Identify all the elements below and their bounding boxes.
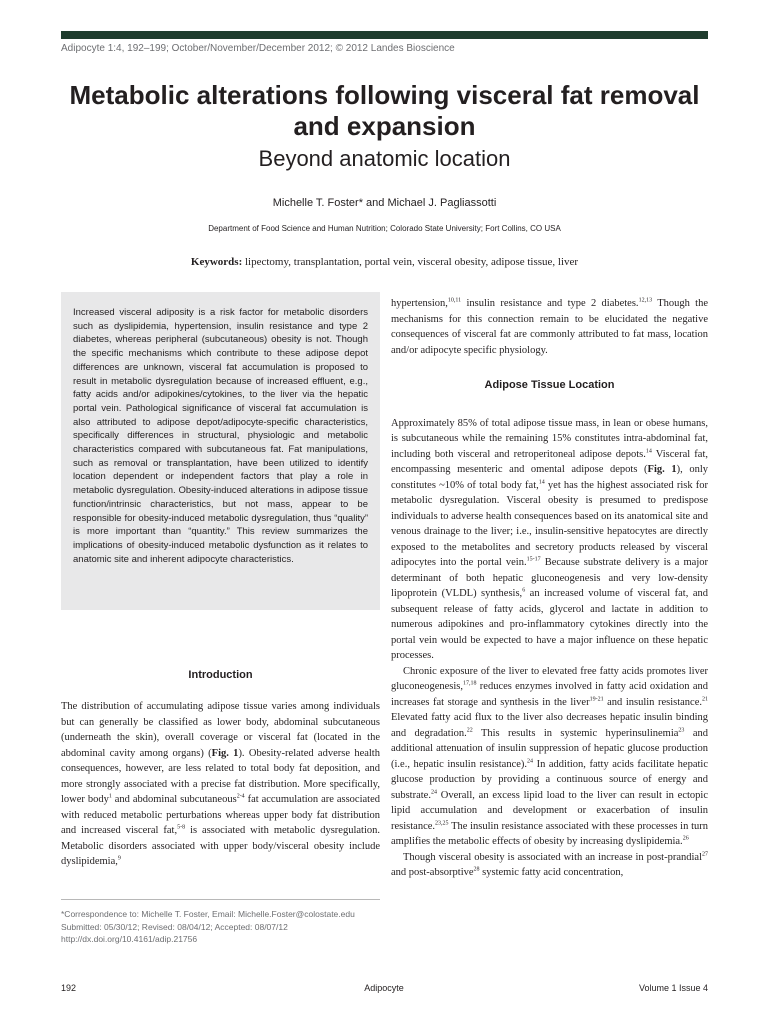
citation-sup[interactable]: 24 bbox=[430, 789, 437, 795]
keywords-label: Keywords: bbox=[190, 256, 243, 268]
text-run: ). Obesity-related adverse health consequences, however, are less related to total body fat deposition, and more strongly associated with a precise fat distribution. More specifically, lower body bbox=[61, 747, 380, 805]
text-run: Though the mechanisms for this connection remain to be elucidated the negative consequences of visceral fat are commonly attributed to fat mass, location and/or adipocyte specific physiology. bbox=[391, 298, 708, 356]
citation-sup[interactable]: 26 bbox=[682, 835, 689, 842]
text-run: is associated with metabolic dysregulation. Metabolic disorders associated with upper body/visceral obesity include dyslipidemia, bbox=[61, 825, 380, 867]
citation-sup[interactable]: 21 bbox=[702, 696, 708, 702]
text-run: This results in systemic hyperinsulinemia bbox=[472, 727, 679, 739]
citation-sup[interactable]: 17,18 bbox=[463, 680, 477, 687]
text-run: and additional attenuation of insulin suppression of hepatic glucose production (i.e., hepatic insulin resistance). bbox=[391, 727, 708, 770]
affiliation: Department of Food Science and Human Nutrition; Colorado State University; Fort Collins, CO USA bbox=[208, 224, 561, 233]
text-run: and post-absorptive bbox=[391, 867, 474, 878]
keywords-line bbox=[61, 256, 708, 268]
citation-sup[interactable]: 10,11 bbox=[447, 297, 462, 304]
article-subtitle: Beyond anatomic location bbox=[258, 146, 511, 171]
introduction-heading: Introduction bbox=[188, 669, 253, 681]
citation-sup[interactable]: 12,13 bbox=[638, 297, 653, 304]
body-paragraph bbox=[391, 416, 708, 664]
text-run: Elevated fatty acid flux to the liver also decreases hepatic insulin binding and degradation. bbox=[391, 712, 708, 739]
correspondence-line: *Correspondence to: Michelle T. Foster, Email: Michelle.Foster@colostate.edu bbox=[61, 909, 355, 919]
dates-line: Submitted: 05/30/12; Revised: 08/04/12; Accepted: 08/07/12 bbox=[61, 921, 288, 932]
citation-sup[interactable]: 15-17 bbox=[526, 556, 541, 563]
figure-reference[interactable]: Fig. 1 bbox=[211, 747, 239, 759]
text-run: Chronic exposure of the liver to elevated free fatty acids promotes liver gluconeogenesis, bbox=[391, 665, 708, 692]
author-list: Michelle T. Foster* and Michael J. Pagliassotti bbox=[272, 197, 497, 209]
keywords-list: lipectomy, transplantation, portal vein, visceral obesity, adipose tissue, liver bbox=[245, 256, 579, 268]
text-run: ), only constitutes ~10% of total body fat, bbox=[391, 464, 708, 491]
citation-sup[interactable]: 2-4 bbox=[236, 793, 245, 800]
text-run: Approximately 85% of total adipose tissue mass, in lean or obese humans, is subcutaneous while the remaining 15% constitutes intra-abdominal fat, including both visceral and retroperitoneal adipose depots. bbox=[391, 417, 708, 460]
citation-sup[interactable]: 22 bbox=[466, 727, 473, 733]
footer-issue: Volume 1 Issue 4 bbox=[638, 983, 708, 993]
text-run: In addition, fatty acids facilitate hepatic glucose production by providing a continuous source of energy and substrate. bbox=[391, 758, 708, 801]
citation-sup[interactable]: 14 bbox=[538, 479, 545, 485]
introduction-body bbox=[61, 699, 380, 870]
abstract-text: Increased visceral adiposity is a risk factor for metabolic disorders such as dyslipidemia, hypertension, insulin resistance and type 2 diabetes, whereas peripheral (subcutaneous) obesity is not. Though the specific mechanisms which contribute to these adipose depot differences are unknown, visceral fat accumulation is proposed to result in metabolic dysregulation because of increased effluent, e.g., fatty acids and/or adipokines/cytokines, to the liver via the hepatic portal vein. Pathological significance of visceral fat accumulation is also attributed to adipose depot/adipocyte-specific characteristics, specifically differences in structural, physiologic and metabolic characteristics compared with subcutaneous fat. Fat manipulations, such as removal or transplantation, have been utilized to identify location dependent or independent factors that play a role in metabolic dysregulation. Obesity-induced alterations in adipose tissue function/intrinsic characteristics, but not mass, appear to be responsible for obesity-induced metabolic dysregulation, thus “quality” is more important than “quantity.” This review summarizes the implications of obesity-induced metabolic dysfunction as it relates to anatomic site and inherent adipocyte characteristics. bbox=[73, 307, 368, 565]
citation-sup[interactable]: 19-21 bbox=[589, 696, 604, 702]
citation-sup[interactable]: 9 bbox=[117, 855, 121, 862]
text-run: fat accumulation are associated with reduced metabolic perturbations whereas upper body fat distribution and increased visceral fat, bbox=[61, 794, 380, 836]
text-run: The distribution of accumulating adipose tissue varies among individuals but can generally be classified as lower body, abdominal subcutaneous (underneath the skin), overall coverage or visceral fat (located in the abdominal cavity among organs) ( bbox=[61, 701, 380, 759]
introduction-paragraph bbox=[61, 699, 380, 870]
header-color-bar bbox=[61, 31, 708, 39]
citation-sup[interactable]: 1 bbox=[108, 793, 112, 800]
doi-link[interactable]: http://dx.doi.org/10.4161/adip.21756 bbox=[61, 934, 198, 944]
text-run: The insulin resistance associated with these processes in turn amplifies the metabolic effects of obesity by increasing dyslipidemia. bbox=[391, 820, 708, 847]
citation-sup[interactable]: 5-8 bbox=[177, 824, 186, 831]
citation-sup[interactable]: 23,25 bbox=[435, 820, 449, 826]
citation-sup[interactable]: 24 bbox=[527, 758, 534, 764]
section-heading-adipose-location: Adipose Tissue Location bbox=[484, 379, 615, 391]
text-run: reduces enzymes involved in fatty acid oxidation and increases fat storage and synthesis in the liver bbox=[391, 681, 708, 708]
journal-citation: Adipocyte 1:4, 192–199; October/November/December 2012; © 2012 Landes Bioscience bbox=[61, 43, 455, 54]
citation-sup[interactable]: 6 bbox=[522, 587, 526, 594]
right-column bbox=[391, 296, 708, 881]
continued-paragraph bbox=[391, 296, 708, 358]
text-run: hypertension, bbox=[391, 298, 448, 309]
body-paragraph bbox=[391, 664, 708, 850]
citation-sup[interactable]: 14 bbox=[645, 448, 652, 454]
text-run: Visceral fat, encompassing mesenteric and omental adipose depots ( bbox=[391, 448, 708, 475]
citation-sup[interactable]: 27 bbox=[702, 851, 708, 857]
citation-sup[interactable]: 23 bbox=[678, 727, 685, 733]
text-run: Though visceral obesity is associated with an increase in post-prandial bbox=[403, 851, 702, 863]
text-run: Overall, an excess lipid load to the liver can result in ectopic lipid accumulation and development or exacerbation of insulin resistance. bbox=[391, 789, 708, 832]
page-number: 192 bbox=[61, 983, 77, 993]
footer-journal-name: Adipocyte bbox=[364, 983, 404, 993]
text-run: an increased volume of visceral fat, and subsequent release of fatty acids, glycerol and lactate in addition to numerous adipokines and pro-inflammatory cytokines directly into the portal vein would be expected to have a major influence on these hepatic processes. bbox=[391, 588, 708, 661]
citation-sup[interactable]: 28 bbox=[473, 866, 480, 873]
text-run: insulin resistance and type 2 diabetes. bbox=[461, 298, 639, 309]
article-title: Metabolic alterations following visceral fat removal and expansion bbox=[69, 80, 700, 141]
text-run: and abdominal subcutaneous bbox=[111, 794, 237, 805]
correspondence-footnote bbox=[61, 899, 380, 946]
abstract-box bbox=[61, 292, 380, 610]
text-run: and insulin resistance. bbox=[603, 696, 702, 708]
figure-reference[interactable]: Fig. 1 bbox=[647, 464, 677, 475]
text-run: yet has the highest associated risk for metabolic dysregulation. Visceral obesity is presumed to predispose individuals to adverse health consequences based on its anatomical site and venous drainage to the liver; i.e., insulin-sensitive hepatocytes are directly exposed to the metabolites and secretory products released by visceral adipocytes into the portal vein. bbox=[391, 479, 708, 568]
text-run: Because substrate delivery is a major determinant of both hepatic gluconeogenesis and very low-density lipoprotein (VLDL) synthesis, bbox=[391, 557, 708, 599]
text-run: systemic fatty acid concentration, bbox=[479, 867, 624, 878]
body-paragraph bbox=[391, 850, 708, 881]
